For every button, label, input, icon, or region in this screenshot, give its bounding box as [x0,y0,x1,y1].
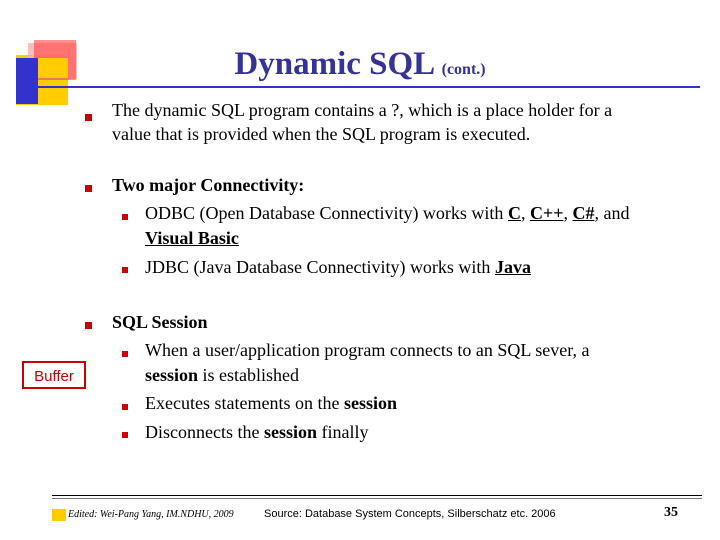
link-visual-basic[interactable]: Visual Basic [145,228,239,248]
buffer-callout: Buffer [22,361,86,389]
slide-title-text: Dynamic SQL [234,46,434,82]
executes-text: Executes statements on the [145,393,344,413]
jdbc-line [145,255,531,280]
bullet-marker [85,322,92,329]
session-line-2 [145,363,299,388]
odbc-line: ODBC (Open Database Connectivity) works with C, C++, C#, and [145,203,630,223]
odbc-text: ODBC (Open Database Connectivity) works with [145,203,508,223]
slide-title-suffix: (cont.) [441,61,486,78]
executes-line [145,391,397,416]
bullet-marker [85,185,92,192]
session-term: session [145,365,199,385]
link-cpp[interactable]: C++ [529,203,564,223]
sub-bullet-marker [122,267,128,273]
bullet-2-heading: Two major Connectivity: [112,175,305,195]
page-number: 35 [664,505,678,520]
sub-bullet-marker [122,351,128,357]
bullet-3-heading: SQL Session [112,312,208,332]
session-line-2-rest: is established [198,365,300,385]
sub-bullet-marker [122,214,128,220]
sub-bullet-marker [122,432,128,438]
session-term: session [263,422,317,442]
footer-divider-shadow [52,498,702,499]
footer-source: Source: Database System Concepts, Silberschatz etc. 2006 [264,508,556,520]
disconnects-text: Disconnects the [145,422,264,442]
session-line-1: When a user/application program connects to an SQL sever, a [145,340,590,360]
link-c[interactable]: C [507,203,521,223]
bullet-1-line-1: The dynamic SQL program contains a ?, which is a place holder for a [112,100,613,120]
jdbc-text: JDBC (Java Database Connectivity) works with [145,257,495,277]
and-text: and [603,203,630,223]
bullet-1-line-2: value that is provided when the SQL program is executed. [112,124,531,144]
link-csharp[interactable]: C# [572,203,595,223]
footer-square-icon [52,509,66,521]
footer-divider [52,495,702,496]
slide-title [0,46,720,83]
footer-edited: Edited: Wei-Pang Yang, IM.NDHU, 2009 [68,509,234,520]
sub-bullet-marker [122,404,128,410]
link-java[interactable]: Java [494,257,531,277]
session-term: session [343,393,397,413]
disconnects-line [145,420,368,445]
odbc-line-2 [145,226,239,251]
title-underline [16,86,700,88]
bullet-marker [85,114,92,121]
disconnects-suffix: finally [316,422,369,442]
